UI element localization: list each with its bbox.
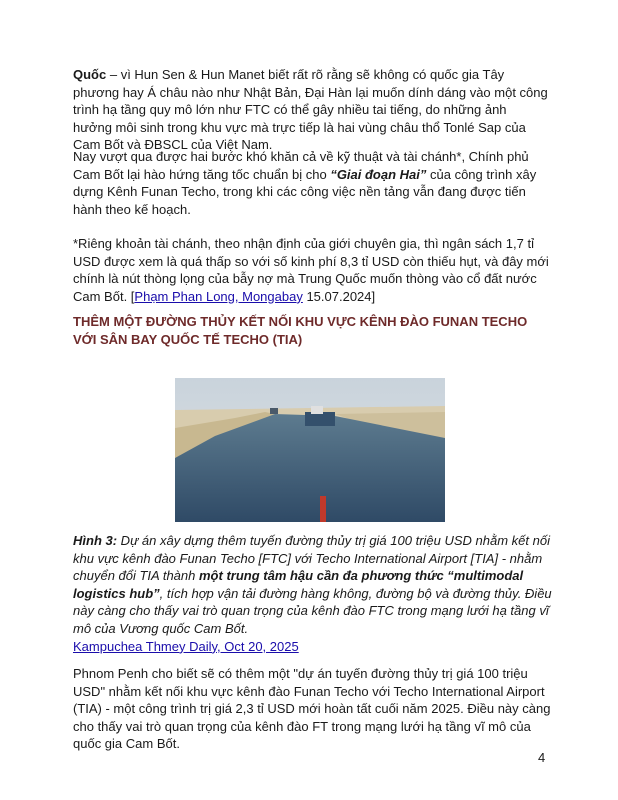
caption-text: Dự án xây dựng thêm tuyến đường thủy trị giá 100 triệu USD nhằm kết nối khu vực kênh đào Funan Techo [FTC] với Techo International Airport [TIA] - nhằm chuyển đổi TIA thành [73,533,550,584]
paragraph-text: *Riêng khoản tài chánh, theo nhận định của giới chuyên gia, thì ngân sách 1,7 tỉ USD được xem là quá thấp so với số kinh phí 8,3 tỉ USD còn thiếu hụt, và đây mới chính là nút thòng lọng của bẫy nợ mà Trung Quốc muốn thòng vào cổ đất nước Cam Bốt. [73,236,549,304]
caption-label: Hình 3: [73,533,118,548]
paragraph-4: Phnom Penh cho biết sẽ có thêm một "dự án tuyến đường thủy trị giá 100 triệu USD" nhằm kết nối khu vực kênh đào Funan Techo với Techo International Airport (TIA) - một công trình trị giá 2,3 tỉ USD mới hoàn tất cuối năm 2025. Điều này càng cho thấy vai trò quan trọng của kênh đào FT trong mạng lưới hạ tầng vĩ mô của quốc gia Cam Bốt. [73,666,551,752]
section-heading: THÊM MỘT ĐƯỜNG THỦY KẾT NỐI KHU VỰC KÊNH ĐÀO FUNAN TECHO VỚI SÂN BAY QUỐC TẾ TECHO (TIA) [73,314,528,347]
bracket: [ [130,288,135,304]
emphasis-text: “Giai đoạn Hai” [330,166,427,182]
source-date: 15.07.2024] [302,288,376,304]
paragraph-text: – vì Hun Sen & Hun Manet biết rất rõ rằng sẽ không có quốc gia Tây phương hay Á châu nào như Nhật Bản, Đại Hàn lại muốn dính dáng vào một công trình hạ tầng quy mô lớn như FTC có thể gây nhiều tai tiếng, do những ảnh hưởng môi sinh trong khu vực mà trực tiếp là hai vùng châu thổ Tonlé Sap của Cam Bốt và ĐBSCL của Việt Nam. [73,67,548,153]
paragraph-text: Nay vượt qua được hai bước khó khăn cả về kỹ thuật và tài chánh*, Chính phủ Cam Bốt lại hào hứng tăng tốc chuẩn bị cho [73,149,529,182]
footnote-paragraph [73,235,549,305]
paragraph-2 [73,148,549,218]
figure-caption [73,532,553,655]
source-link[interactable]: Phạm Phan Long, Mongabay [134,288,303,304]
page-number: 4 [538,750,546,765]
canal-photo [175,378,445,522]
caption-text: , tích hợp vận tải đường hàng không, đường bộ và đường thủy. Điều này càng cho thấy vai trò quan trọng của kênh đào FTC trong mạng lưới hạ tầng vĩ mô của Vương quốc Cam Bốt. [73,585,552,636]
paragraph-1 [73,66,549,154]
caption-bold-text: một trung tâm hậu cần đa phương thức “multimodal logistics hub” [73,568,524,601]
paragraph-text: của công trình xây dựng Kênh Funan Techo, trong khi các công việc nền tảng vẫn đang được tiến hành theo kế hoạch. [73,166,537,217]
caption-source-link[interactable]: Kampuchea Thmey Daily, Oct 20, 2025 [73,638,299,654]
bold-text: Quốc [73,67,107,82]
